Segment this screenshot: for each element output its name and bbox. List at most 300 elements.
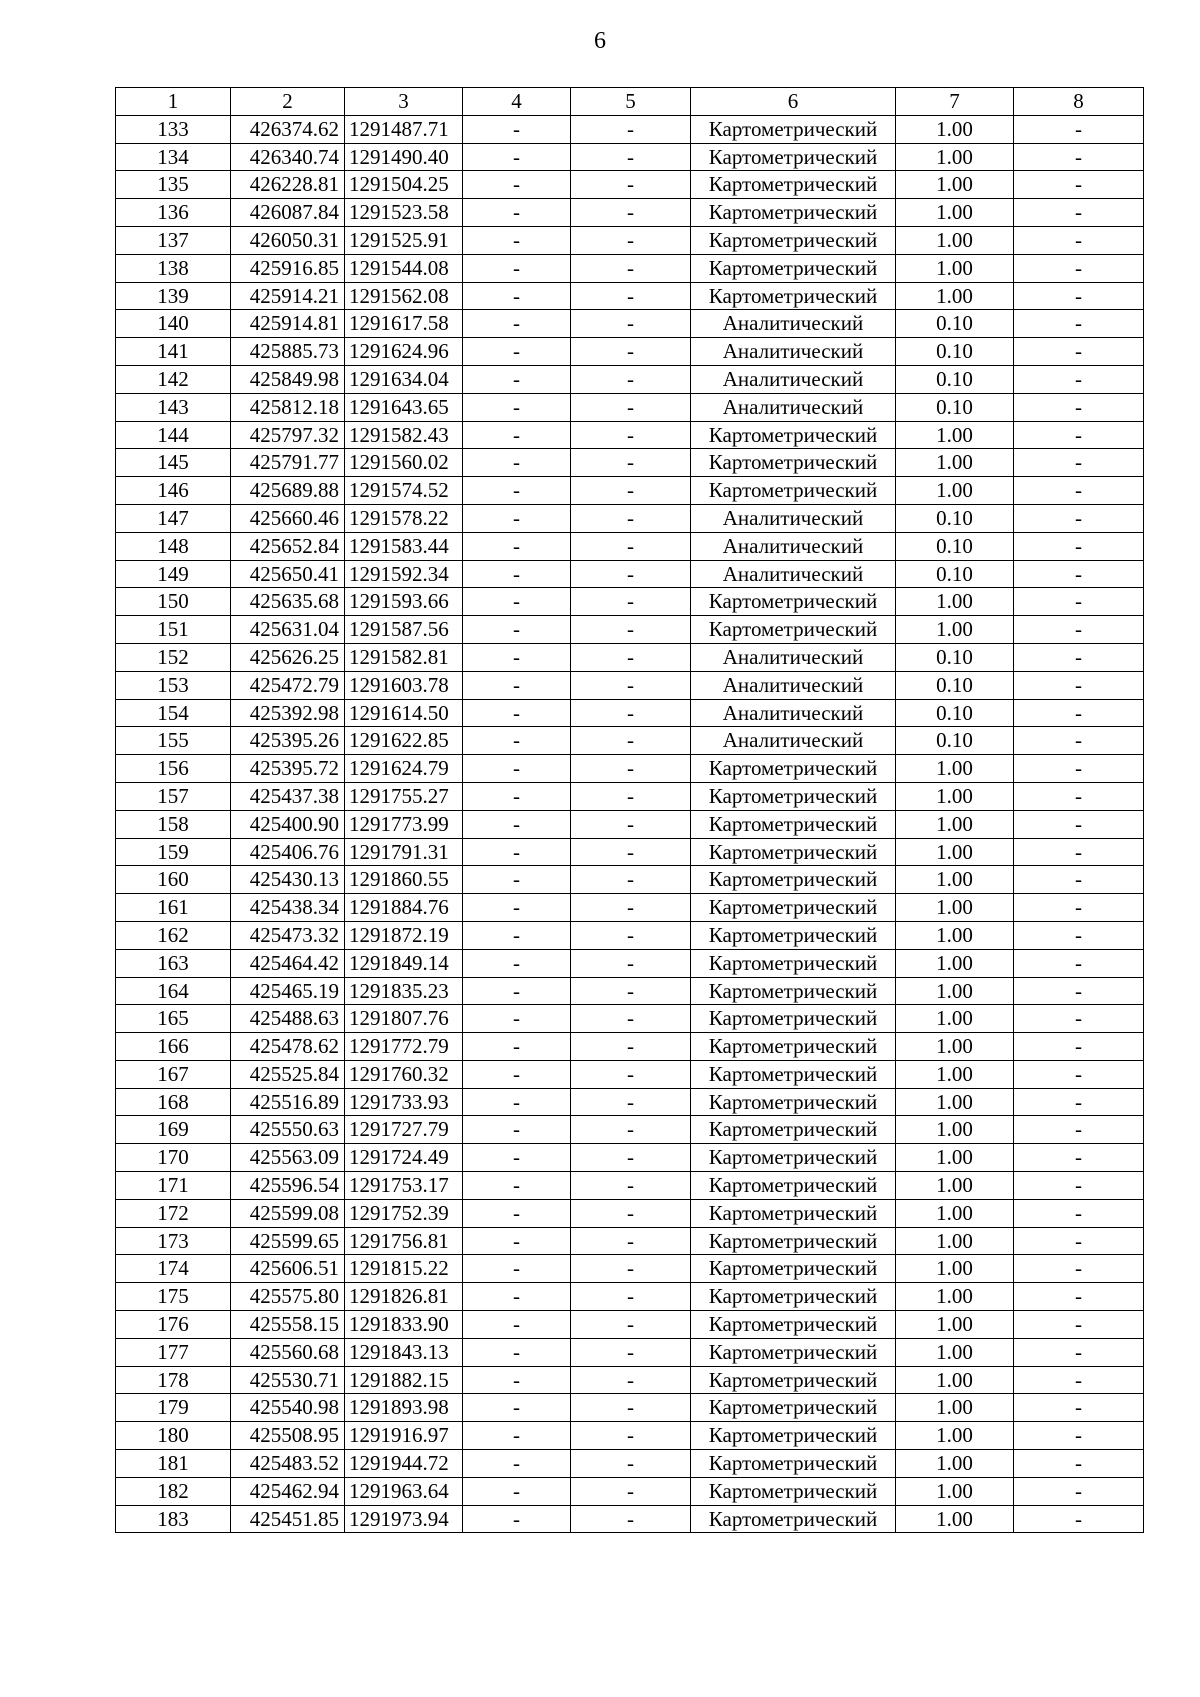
point-number-cell: 161 <box>116 894 231 922</box>
column-5-cell: - <box>571 449 691 477</box>
x-coordinate-cell: 425516.89 <box>231 1088 345 1116</box>
column-4-cell: - <box>463 115 571 143</box>
method-cell: Картометрический <box>691 894 896 922</box>
column-5-cell: - <box>571 1060 691 1088</box>
column-4-cell: - <box>463 1477 571 1505</box>
y-coordinate-cell: 1291634.04 <box>345 365 463 393</box>
column-8-cell: - <box>1014 226 1144 254</box>
column-8-cell: - <box>1014 1088 1144 1116</box>
x-coordinate-cell: 425488.63 <box>231 1005 345 1033</box>
column-5-cell: - <box>571 1505 691 1533</box>
column-4-cell: - <box>463 226 571 254</box>
column-5-cell: - <box>571 115 691 143</box>
y-coordinate-cell: 1291753.17 <box>345 1172 463 1200</box>
column-8-cell: - <box>1014 1366 1144 1394</box>
x-coordinate-cell: 425599.08 <box>231 1199 345 1227</box>
accuracy-cell: 0.10 <box>896 338 1014 366</box>
column-header: 4 <box>463 88 571 116</box>
y-coordinate-cell: 1291578.22 <box>345 504 463 532</box>
point-number-cell: 181 <box>116 1450 231 1478</box>
point-number-cell: 166 <box>116 1033 231 1061</box>
x-coordinate-cell: 425465.19 <box>231 977 345 1005</box>
accuracy-cell: 1.00 <box>896 755 1014 783</box>
point-number-cell: 138 <box>116 254 231 282</box>
x-coordinate-cell: 425473.32 <box>231 921 345 949</box>
accuracy-cell: 1.00 <box>896 143 1014 171</box>
accuracy-cell: 1.00 <box>896 449 1014 477</box>
table-row <box>116 616 1144 644</box>
column-5-cell: - <box>571 1116 691 1144</box>
column-5-cell: - <box>571 1199 691 1227</box>
x-coordinate-cell: 425395.26 <box>231 727 345 755</box>
accuracy-cell: 1.00 <box>896 1422 1014 1450</box>
column-5-cell: - <box>571 1255 691 1283</box>
column-4-cell: - <box>463 921 571 949</box>
column-4-cell: - <box>463 171 571 199</box>
column-5-cell: - <box>571 338 691 366</box>
accuracy-cell: 1.00 <box>896 421 1014 449</box>
y-coordinate-cell: 1291835.23 <box>345 977 463 1005</box>
y-coordinate-cell: 1291603.78 <box>345 671 463 699</box>
table-row <box>116 894 1144 922</box>
column-4-cell: - <box>463 1505 571 1533</box>
method-cell: Картометрический <box>691 1255 896 1283</box>
x-coordinate-cell: 425635.68 <box>231 588 345 616</box>
column-4-cell: - <box>463 1199 571 1227</box>
x-coordinate-cell: 425575.80 <box>231 1283 345 1311</box>
x-coordinate-cell: 425438.34 <box>231 894 345 922</box>
method-cell: Картометрический <box>691 1227 896 1255</box>
column-8-cell: - <box>1014 1422 1144 1450</box>
y-coordinate-cell: 1291807.76 <box>345 1005 463 1033</box>
table-row <box>116 421 1144 449</box>
y-coordinate-cell: 1291504.25 <box>345 171 463 199</box>
x-coordinate-cell: 425560.68 <box>231 1338 345 1366</box>
table-row <box>116 866 1144 894</box>
column-8-cell: - <box>1014 504 1144 532</box>
column-8-cell: - <box>1014 560 1144 588</box>
column-8-cell: - <box>1014 1505 1144 1533</box>
accuracy-cell: 1.00 <box>896 866 1014 894</box>
point-number-cell: 180 <box>116 1422 231 1450</box>
column-8-cell: - <box>1014 449 1144 477</box>
table-row <box>116 449 1144 477</box>
column-8-cell: - <box>1014 393 1144 421</box>
column-8-cell: - <box>1014 171 1144 199</box>
point-number-cell: 165 <box>116 1005 231 1033</box>
accuracy-cell: 1.00 <box>896 810 1014 838</box>
accuracy-cell: 0.10 <box>896 393 1014 421</box>
table-row <box>116 1088 1144 1116</box>
column-4-cell: - <box>463 393 571 421</box>
column-8-cell: - <box>1014 282 1144 310</box>
x-coordinate-cell: 425462.94 <box>231 1477 345 1505</box>
table-row <box>116 699 1144 727</box>
y-coordinate-cell: 1291593.66 <box>345 588 463 616</box>
y-coordinate-cell: 1291756.81 <box>345 1227 463 1255</box>
column-header: 6 <box>691 88 896 116</box>
accuracy-cell: 1.00 <box>896 282 1014 310</box>
column-5-cell: - <box>571 1144 691 1172</box>
column-8-cell: - <box>1014 866 1144 894</box>
method-cell: Картометрический <box>691 1505 896 1533</box>
point-number-cell: 182 <box>116 1477 231 1505</box>
table-row <box>116 504 1144 532</box>
table-row <box>116 782 1144 810</box>
point-number-cell: 158 <box>116 810 231 838</box>
accuracy-cell: 1.00 <box>896 1366 1014 1394</box>
accuracy-cell: 0.10 <box>896 365 1014 393</box>
table-row <box>116 560 1144 588</box>
column-header: 2 <box>231 88 345 116</box>
x-coordinate-cell: 425606.51 <box>231 1255 345 1283</box>
method-cell: Картометрический <box>691 477 896 505</box>
column-8-cell: - <box>1014 1283 1144 1311</box>
table-row <box>116 838 1144 866</box>
column-4-cell: - <box>463 810 571 838</box>
point-number-cell: 162 <box>116 921 231 949</box>
point-number-cell: 150 <box>116 588 231 616</box>
y-coordinate-cell: 1291583.44 <box>345 532 463 560</box>
method-cell: Картометрический <box>691 1422 896 1450</box>
column-8-cell: - <box>1014 921 1144 949</box>
column-4-cell: - <box>463 504 571 532</box>
column-8-cell: - <box>1014 782 1144 810</box>
column-8-cell: - <box>1014 1477 1144 1505</box>
x-coordinate-cell: 425400.90 <box>231 810 345 838</box>
column-8-cell: - <box>1014 1060 1144 1088</box>
table-row <box>116 115 1144 143</box>
column-8-cell: - <box>1014 310 1144 338</box>
column-5-cell: - <box>571 171 691 199</box>
table-row <box>116 1060 1144 1088</box>
table-row <box>116 1422 1144 1450</box>
method-cell: Картометрический <box>691 1338 896 1366</box>
column-4-cell: - <box>463 977 571 1005</box>
column-header: 8 <box>1014 88 1144 116</box>
x-coordinate-cell: 425812.18 <box>231 393 345 421</box>
method-cell: Картометрический <box>691 782 896 810</box>
x-coordinate-cell: 425563.09 <box>231 1144 345 1172</box>
column-4-cell: - <box>463 449 571 477</box>
column-4-cell: - <box>463 199 571 227</box>
table-row <box>116 143 1144 171</box>
accuracy-cell: 0.10 <box>896 671 1014 699</box>
method-cell: Картометрический <box>691 1283 896 1311</box>
column-5-cell: - <box>571 1338 691 1366</box>
accuracy-cell: 0.10 <box>896 727 1014 755</box>
column-8-cell: - <box>1014 1255 1144 1283</box>
column-5-cell: - <box>571 1172 691 1200</box>
method-cell: Картометрический <box>691 588 896 616</box>
x-coordinate-cell: 425550.63 <box>231 1116 345 1144</box>
table-row <box>116 643 1144 671</box>
point-number-cell: 153 <box>116 671 231 699</box>
column-5-cell: - <box>571 616 691 644</box>
column-4-cell: - <box>463 254 571 282</box>
point-number-cell: 172 <box>116 1199 231 1227</box>
y-coordinate-cell: 1291843.13 <box>345 1338 463 1366</box>
method-cell: Картометрический <box>691 1199 896 1227</box>
x-coordinate-cell: 426087.84 <box>231 199 345 227</box>
column-4-cell: - <box>463 1422 571 1450</box>
table-row <box>116 1227 1144 1255</box>
y-coordinate-cell: 1291582.43 <box>345 421 463 449</box>
point-number-cell: 159 <box>116 838 231 866</box>
table-row <box>116 588 1144 616</box>
x-coordinate-cell: 425392.98 <box>231 699 345 727</box>
column-8-cell: - <box>1014 1172 1144 1200</box>
column-5-cell: - <box>571 365 691 393</box>
table-row <box>116 727 1144 755</box>
column-4-cell: - <box>463 1144 571 1172</box>
column-8-cell: - <box>1014 1338 1144 1366</box>
x-coordinate-cell: 425650.41 <box>231 560 345 588</box>
table-row <box>116 1366 1144 1394</box>
point-number-cell: 152 <box>116 643 231 671</box>
method-cell: Картометрический <box>691 1060 896 1088</box>
column-4-cell: - <box>463 894 571 922</box>
y-coordinate-cell: 1291560.02 <box>345 449 463 477</box>
column-4-cell: - <box>463 338 571 366</box>
point-number-cell: 133 <box>116 115 231 143</box>
column-5-cell: - <box>571 643 691 671</box>
accuracy-cell: 0.10 <box>896 560 1014 588</box>
accuracy-cell: 1.00 <box>896 782 1014 810</box>
x-coordinate-cell: 426340.74 <box>231 143 345 171</box>
table-row <box>116 949 1144 977</box>
column-5-cell: - <box>571 421 691 449</box>
column-4-cell: - <box>463 477 571 505</box>
point-number-cell: 139 <box>116 282 231 310</box>
method-cell: Картометрический <box>691 921 896 949</box>
x-coordinate-cell: 425596.54 <box>231 1172 345 1200</box>
method-cell: Картометрический <box>691 866 896 894</box>
column-5-cell: - <box>571 727 691 755</box>
column-4-cell: - <box>463 1366 571 1394</box>
y-coordinate-cell: 1291525.91 <box>345 226 463 254</box>
accuracy-cell: 1.00 <box>896 1005 1014 1033</box>
method-cell: Картометрический <box>691 1172 896 1200</box>
table-row <box>116 1311 1144 1339</box>
column-5-cell: - <box>571 755 691 783</box>
column-5-cell: - <box>571 143 691 171</box>
point-number-cell: 137 <box>116 226 231 254</box>
column-5-cell: - <box>571 560 691 588</box>
accuracy-cell: 0.10 <box>896 643 1014 671</box>
x-coordinate-cell: 425483.52 <box>231 1450 345 1478</box>
column-5-cell: - <box>571 1422 691 1450</box>
column-4-cell: - <box>463 1060 571 1088</box>
column-4-cell: - <box>463 838 571 866</box>
column-8-cell: - <box>1014 365 1144 393</box>
point-number-cell: 174 <box>116 1255 231 1283</box>
accuracy-cell: 0.10 <box>896 310 1014 338</box>
column-5-cell: - <box>571 1366 691 1394</box>
x-coordinate-cell: 425464.42 <box>231 949 345 977</box>
x-coordinate-cell: 425451.85 <box>231 1505 345 1533</box>
x-coordinate-cell: 425599.65 <box>231 1227 345 1255</box>
column-5-cell: - <box>571 810 691 838</box>
accuracy-cell: 0.10 <box>896 504 1014 532</box>
point-number-cell: 154 <box>116 699 231 727</box>
point-number-cell: 164 <box>116 977 231 1005</box>
accuracy-cell: 1.00 <box>896 254 1014 282</box>
column-8-cell: - <box>1014 1005 1144 1033</box>
column-8-cell: - <box>1014 477 1144 505</box>
column-8-cell: - <box>1014 1450 1144 1478</box>
column-8-cell: - <box>1014 199 1144 227</box>
method-cell: Картометрический <box>691 421 896 449</box>
x-coordinate-cell: 425430.13 <box>231 866 345 894</box>
column-5-cell: - <box>571 1450 691 1478</box>
column-header: 5 <box>571 88 691 116</box>
column-5-cell: - <box>571 1394 691 1422</box>
method-cell: Картометрический <box>691 1033 896 1061</box>
x-coordinate-cell: 425849.98 <box>231 365 345 393</box>
x-coordinate-cell: 425472.79 <box>231 671 345 699</box>
point-number-cell: 157 <box>116 782 231 810</box>
table-row <box>116 477 1144 505</box>
column-4-cell: - <box>463 1450 571 1478</box>
point-number-cell: 168 <box>116 1088 231 1116</box>
table-body <box>116 115 1144 1533</box>
column-4-cell: - <box>463 1033 571 1061</box>
column-8-cell: - <box>1014 1199 1144 1227</box>
point-number-cell: 178 <box>116 1366 231 1394</box>
point-number-cell: 170 <box>116 1144 231 1172</box>
method-cell: Аналитический <box>691 365 896 393</box>
method-cell: Аналитический <box>691 532 896 560</box>
x-coordinate-cell: 425791.77 <box>231 449 345 477</box>
column-8-cell: - <box>1014 588 1144 616</box>
method-cell: Аналитический <box>691 560 896 588</box>
column-8-cell: - <box>1014 143 1144 171</box>
y-coordinate-cell: 1291544.08 <box>345 254 463 282</box>
point-number-cell: 144 <box>116 421 231 449</box>
point-number-cell: 142 <box>116 365 231 393</box>
table-row <box>116 199 1144 227</box>
y-coordinate-cell: 1291752.39 <box>345 1199 463 1227</box>
x-coordinate-cell: 425540.98 <box>231 1394 345 1422</box>
column-4-cell: - <box>463 727 571 755</box>
column-4-cell: - <box>463 699 571 727</box>
method-cell: Картометрический <box>691 1005 896 1033</box>
y-coordinate-cell: 1291523.58 <box>345 199 463 227</box>
y-coordinate-cell: 1291893.98 <box>345 1394 463 1422</box>
accuracy-cell: 1.00 <box>896 949 1014 977</box>
method-cell: Картометрический <box>691 115 896 143</box>
column-4-cell: - <box>463 643 571 671</box>
table-row <box>116 282 1144 310</box>
column-8-cell: - <box>1014 1116 1144 1144</box>
x-coordinate-cell: 425508.95 <box>231 1422 345 1450</box>
column-5-cell: - <box>571 1311 691 1339</box>
point-number-cell: 140 <box>116 310 231 338</box>
accuracy-cell: 1.00 <box>896 1255 1014 1283</box>
accuracy-cell: 1.00 <box>896 588 1014 616</box>
y-coordinate-cell: 1291624.96 <box>345 338 463 366</box>
x-coordinate-cell: 425652.84 <box>231 532 345 560</box>
table-row <box>116 1033 1144 1061</box>
column-8-cell: - <box>1014 1144 1144 1172</box>
table-row <box>116 1338 1144 1366</box>
column-5-cell: - <box>571 1005 691 1033</box>
method-cell: Аналитический <box>691 643 896 671</box>
table-row <box>116 1477 1144 1505</box>
y-coordinate-cell: 1291973.94 <box>345 1505 463 1533</box>
column-4-cell: - <box>463 421 571 449</box>
y-coordinate-cell: 1291624.79 <box>345 755 463 783</box>
coordinates-table <box>115 87 1144 1533</box>
method-cell: Картометрический <box>691 143 896 171</box>
point-number-cell: 177 <box>116 1338 231 1366</box>
page-number: 6 <box>594 28 606 54</box>
table-row <box>116 310 1144 338</box>
column-4-cell: - <box>463 1227 571 1255</box>
y-coordinate-cell: 1291582.81 <box>345 643 463 671</box>
table-row <box>116 171 1144 199</box>
point-number-cell: 151 <box>116 616 231 644</box>
table-row <box>116 532 1144 560</box>
column-5-cell: - <box>571 921 691 949</box>
table-row <box>116 1505 1144 1533</box>
y-coordinate-cell: 1291963.64 <box>345 1477 463 1505</box>
point-number-cell: 141 <box>116 338 231 366</box>
method-cell: Картометрический <box>691 1477 896 1505</box>
column-5-cell: - <box>571 1477 691 1505</box>
column-8-cell: - <box>1014 532 1144 560</box>
y-coordinate-cell: 1291755.27 <box>345 782 463 810</box>
column-header: 3 <box>345 88 463 116</box>
column-4-cell: - <box>463 1255 571 1283</box>
y-coordinate-cell: 1291760.32 <box>345 1060 463 1088</box>
point-number-cell: 156 <box>116 755 231 783</box>
column-5-cell: - <box>571 866 691 894</box>
method-cell: Аналитический <box>691 727 896 755</box>
accuracy-cell: 0.10 <box>896 699 1014 727</box>
y-coordinate-cell: 1291815.22 <box>345 1255 463 1283</box>
method-cell: Аналитический <box>691 393 896 421</box>
point-number-cell: 149 <box>116 560 231 588</box>
column-8-cell: - <box>1014 699 1144 727</box>
column-4-cell: - <box>463 1116 571 1144</box>
column-5-cell: - <box>571 310 691 338</box>
accuracy-cell: 1.00 <box>896 616 1014 644</box>
column-4-cell: - <box>463 866 571 894</box>
column-4-cell: - <box>463 1172 571 1200</box>
column-5-cell: - <box>571 782 691 810</box>
column-5-cell: - <box>571 199 691 227</box>
table-row <box>116 1450 1144 1478</box>
y-coordinate-cell: 1291490.40 <box>345 143 463 171</box>
table-row <box>116 1255 1144 1283</box>
y-coordinate-cell: 1291487.71 <box>345 115 463 143</box>
accuracy-cell: 1.00 <box>896 199 1014 227</box>
x-coordinate-cell: 425558.15 <box>231 1311 345 1339</box>
point-number-cell: 171 <box>116 1172 231 1200</box>
column-8-cell: - <box>1014 671 1144 699</box>
column-5-cell: - <box>571 226 691 254</box>
column-8-cell: - <box>1014 421 1144 449</box>
table-row <box>116 393 1144 421</box>
method-cell: Картометрический <box>691 1394 896 1422</box>
method-cell: Картометрический <box>691 616 896 644</box>
column-8-cell: - <box>1014 338 1144 366</box>
point-number-cell: 134 <box>116 143 231 171</box>
column-8-cell: - <box>1014 643 1144 671</box>
column-4-cell: - <box>463 1394 571 1422</box>
